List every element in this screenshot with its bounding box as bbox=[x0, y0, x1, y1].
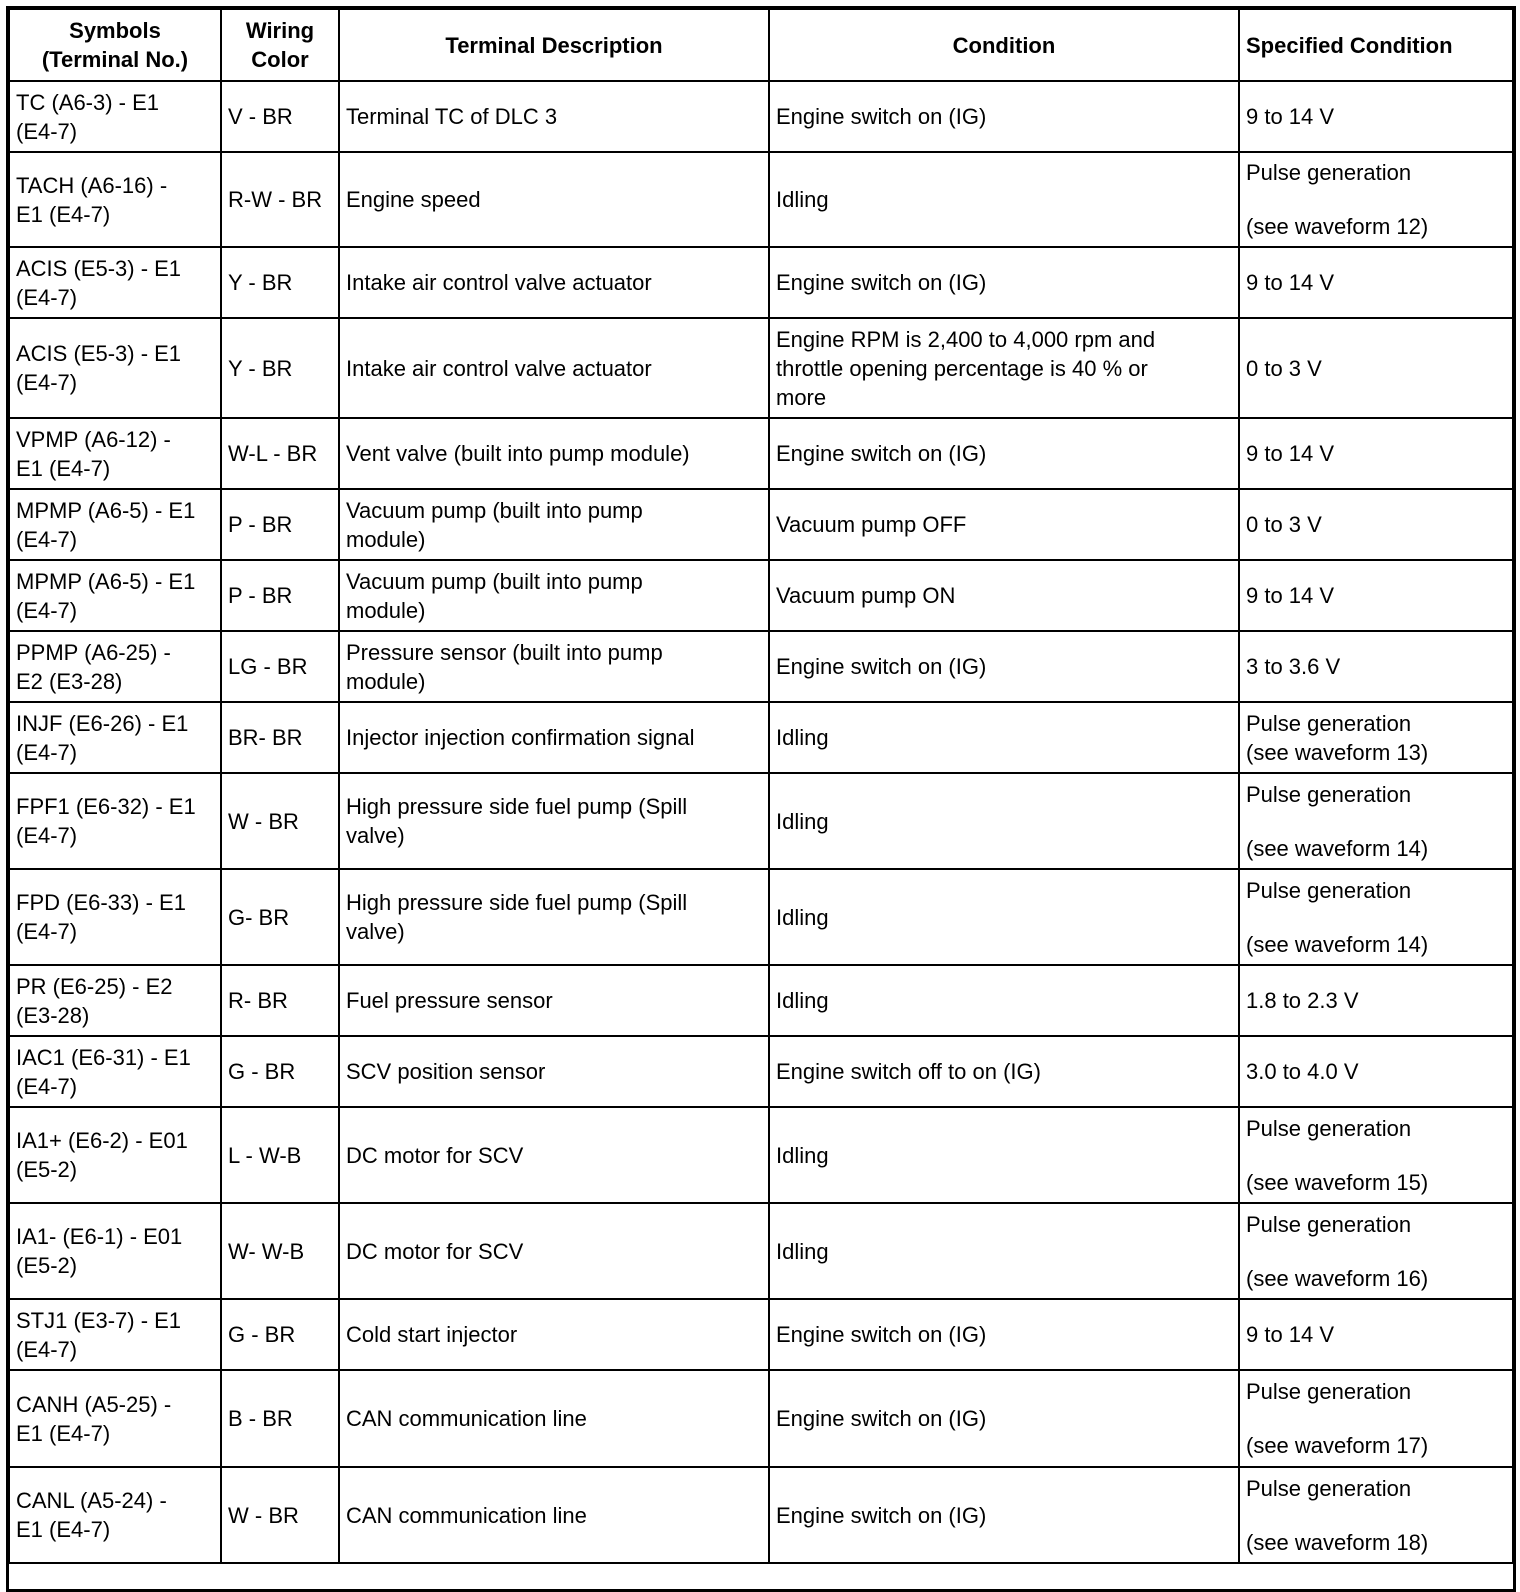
wiring-color-cell bbox=[221, 318, 339, 418]
wiring-color: W-L - BR bbox=[228, 441, 318, 466]
symbol-line: MPMP (A6-5) - E1 bbox=[16, 568, 196, 594]
wiring-color-cell bbox=[221, 418, 339, 489]
symbol-line: (E4-7) bbox=[16, 284, 78, 310]
wiring-color-cell bbox=[221, 702, 339, 773]
symbol-line: IAC1 (E6-31) - E1 bbox=[16, 1044, 191, 1070]
symbol-cell bbox=[9, 418, 221, 489]
specified-line: Pulse generation bbox=[1246, 1211, 1412, 1237]
symbol-line: (E4-7) bbox=[16, 526, 78, 552]
description-cell bbox=[339, 1203, 769, 1299]
specified-cell bbox=[1239, 1036, 1513, 1107]
symbol-cell bbox=[9, 1036, 221, 1107]
condition-cell bbox=[769, 702, 1239, 773]
description-line: Cold start injector bbox=[346, 1322, 518, 1347]
condition-cell bbox=[769, 869, 1239, 965]
condition-line: Idling bbox=[776, 1238, 829, 1264]
description-cell bbox=[339, 1107, 769, 1203]
condition-cell bbox=[769, 418, 1239, 489]
table-row bbox=[9, 869, 1513, 965]
specified-line: (see waveform 17) bbox=[1246, 1433, 1429, 1458]
specified-cell bbox=[1239, 1299, 1513, 1370]
specified-line: (see waveform 14) bbox=[1246, 931, 1429, 957]
description-line: Vacuum pump (built into pump bbox=[346, 568, 643, 594]
symbol-cell bbox=[9, 489, 221, 560]
specified-line: (see waveform 15) bbox=[1246, 1169, 1429, 1195]
description-cell bbox=[339, 1370, 769, 1467]
specified-cell bbox=[1239, 869, 1513, 965]
table-row bbox=[9, 631, 1513, 702]
terminal-table bbox=[8, 8, 1514, 1564]
symbol-line: CANL (A5-24) - bbox=[16, 1488, 167, 1513]
wiring-color: W - BR bbox=[228, 808, 299, 834]
symbol-line: (E5-2) bbox=[16, 1253, 78, 1278]
symbol-line: VPMP (A6-12) - bbox=[16, 426, 171, 452]
description-line: Injector injection confirmation signal bbox=[346, 725, 695, 750]
wiring-color-cell bbox=[221, 869, 339, 965]
specified-line: Pulse generation bbox=[1246, 1475, 1412, 1501]
condition-cell bbox=[769, 318, 1239, 418]
condition-line: more bbox=[776, 384, 827, 410]
symbol-cell bbox=[9, 869, 221, 965]
condition-cell bbox=[769, 489, 1239, 560]
description-cell bbox=[339, 702, 769, 773]
condition-cell bbox=[769, 773, 1239, 869]
specified-line: Pulse generation bbox=[1246, 710, 1412, 736]
wiring-color-cell bbox=[221, 773, 339, 869]
table-row bbox=[9, 1370, 1513, 1467]
specified-cell bbox=[1239, 1370, 1513, 1467]
description-cell bbox=[339, 773, 769, 869]
condition-line: Idling bbox=[776, 808, 829, 834]
header-row bbox=[9, 9, 1513, 81]
wiring-color: G - BR bbox=[228, 1059, 296, 1084]
symbol-line: (E4-7) bbox=[16, 739, 78, 765]
symbol-line: E1 (E4-7) bbox=[16, 455, 111, 481]
table-row bbox=[9, 702, 1513, 773]
wiring-color: B - BR bbox=[228, 1406, 293, 1431]
condition-cell bbox=[769, 965, 1239, 1036]
symbol-line: STJ1 (E3-7) - E1 bbox=[16, 1307, 182, 1333]
condition-line: Idling bbox=[776, 904, 829, 930]
description-cell bbox=[339, 1036, 769, 1107]
wiring-color-cell bbox=[221, 1467, 339, 1563]
description-line: CAN communication line bbox=[346, 1502, 587, 1528]
symbol-line: (E4-7) bbox=[16, 919, 78, 944]
table-row bbox=[9, 418, 1513, 489]
specified-cell bbox=[1239, 489, 1513, 560]
table-row bbox=[9, 1203, 1513, 1299]
specified-line: (see waveform 18) bbox=[1246, 1529, 1429, 1555]
description-line: module) bbox=[346, 597, 426, 623]
description-cell bbox=[339, 560, 769, 631]
condition-line: Engine switch on (IG) bbox=[776, 1502, 987, 1528]
condition-cell bbox=[769, 81, 1239, 152]
specified-line: 0 to 3 V bbox=[1246, 355, 1322, 381]
description-line: Pressure sensor (built into pump bbox=[346, 639, 663, 665]
specified-line: Pulse generation bbox=[1246, 1379, 1412, 1404]
specified-cell bbox=[1239, 560, 1513, 631]
symbol-cell bbox=[9, 965, 221, 1036]
specified-cell bbox=[1239, 965, 1513, 1036]
description-line: SCV position sensor bbox=[346, 1059, 546, 1084]
description-line: High pressure side fuel pump (Spill bbox=[346, 890, 688, 915]
condition-cell bbox=[769, 560, 1239, 631]
header-symbols-line2: (Terminal No.) bbox=[41, 47, 189, 72]
specified-line: 9 to 14 V bbox=[1246, 441, 1335, 466]
table-row bbox=[9, 81, 1513, 152]
specified-line: Pulse generation bbox=[1246, 877, 1412, 903]
description-cell bbox=[339, 81, 769, 152]
condition-cell bbox=[769, 1370, 1239, 1467]
condition-cell bbox=[769, 1036, 1239, 1107]
wiring-color: G- BR bbox=[228, 904, 290, 930]
wiring-color-cell bbox=[221, 965, 339, 1036]
header-wiring bbox=[221, 9, 339, 81]
description-cell bbox=[339, 318, 769, 418]
condition-line: Engine switch on (IG) bbox=[776, 1406, 987, 1431]
symbol-line: (E3-28) bbox=[16, 1002, 90, 1028]
table-row bbox=[9, 1299, 1513, 1370]
header-wiring-line2: Color bbox=[251, 47, 309, 72]
wiring-color-cell bbox=[221, 631, 339, 702]
table-row bbox=[9, 152, 1513, 247]
wiring-color: Y - BR bbox=[228, 270, 293, 295]
condition-line: Vacuum pump OFF bbox=[776, 512, 967, 537]
symbol-cell bbox=[9, 247, 221, 318]
specified-line: 3.0 to 4.0 V bbox=[1246, 1059, 1359, 1084]
symbol-cell bbox=[9, 702, 221, 773]
header-wiring-line1: Wiring bbox=[245, 18, 315, 43]
table-row bbox=[9, 1467, 1513, 1563]
symbol-line: (E4-7) bbox=[16, 370, 78, 395]
symbol-line: (E5-2) bbox=[16, 1157, 78, 1182]
specified-cell bbox=[1239, 702, 1513, 773]
wiring-color-cell bbox=[221, 1203, 339, 1299]
specified-line: Pulse generation bbox=[1246, 781, 1412, 807]
symbol-line: PPMP (A6-25) - bbox=[16, 639, 171, 665]
wiring-color: W - BR bbox=[228, 1502, 299, 1528]
specified-line: Pulse generation bbox=[1246, 160, 1412, 185]
wiring-color-cell bbox=[221, 247, 339, 318]
specified-cell bbox=[1239, 318, 1513, 418]
description-cell bbox=[339, 418, 769, 489]
description-cell bbox=[339, 489, 769, 560]
table-row bbox=[9, 489, 1513, 560]
wiring-color: R- BR bbox=[228, 988, 288, 1013]
description-line: Terminal TC of DLC 3 bbox=[346, 104, 558, 129]
wiring-color: L - W-B bbox=[228, 1142, 302, 1168]
table-row bbox=[9, 965, 1513, 1036]
specified-line: 1.8 to 2.3 V bbox=[1246, 988, 1359, 1013]
wiring-color: V - BR bbox=[228, 104, 293, 129]
description-cell bbox=[339, 152, 769, 247]
specified-cell bbox=[1239, 418, 1513, 489]
symbol-cell bbox=[9, 560, 221, 631]
symbol-line: ACIS (E5-3) - E1 bbox=[16, 255, 182, 281]
description-line: Fuel pressure sensor bbox=[346, 988, 553, 1013]
description-cell bbox=[339, 869, 769, 965]
specified-line: (see waveform 13) bbox=[1246, 739, 1429, 765]
symbol-cell bbox=[9, 1299, 221, 1370]
table-row bbox=[9, 773, 1513, 869]
description-line: DC motor for SCV bbox=[346, 1238, 524, 1264]
wiring-color-cell bbox=[221, 1036, 339, 1107]
condition-line: Idling bbox=[776, 1142, 829, 1168]
condition-cell bbox=[769, 631, 1239, 702]
condition-cell bbox=[769, 1107, 1239, 1203]
wiring-color: LG - BR bbox=[228, 654, 308, 679]
specified-cell bbox=[1239, 631, 1513, 702]
wiring-color: Y - BR bbox=[228, 355, 293, 381]
description-line: module) bbox=[346, 526, 426, 552]
description-cell bbox=[339, 1467, 769, 1563]
symbol-cell bbox=[9, 1370, 221, 1467]
wiring-color: W- W-B bbox=[228, 1238, 305, 1264]
table-row bbox=[9, 1036, 1513, 1107]
specified-line: 0 to 3 V bbox=[1246, 512, 1322, 537]
specified-cell bbox=[1239, 247, 1513, 318]
condition-line: Engine switch on (IG) bbox=[776, 104, 987, 129]
wiring-color: P - BR bbox=[228, 583, 293, 608]
symbol-line: PR (E6-25) - E2 bbox=[16, 973, 173, 999]
symbol-line: CANH (A5-25) - bbox=[16, 1391, 172, 1417]
symbol-line: ACIS (E5-3) - E1 bbox=[16, 341, 182, 366]
wiring-color-cell bbox=[221, 1107, 339, 1203]
symbol-cell bbox=[9, 318, 221, 418]
specified-line: 9 to 14 V bbox=[1246, 104, 1335, 129]
condition-cell bbox=[769, 247, 1239, 318]
condition-line: Engine switch on (IG) bbox=[776, 270, 987, 295]
condition-line: Vacuum pump ON bbox=[776, 583, 956, 608]
symbol-cell bbox=[9, 631, 221, 702]
condition-line: Engine switch on (IG) bbox=[776, 441, 987, 466]
header-symbols bbox=[9, 9, 221, 81]
condition-line: Idling bbox=[776, 988, 829, 1013]
condition-line: throttle opening percentage is 40 % or bbox=[776, 355, 1148, 381]
wiring-color-cell bbox=[221, 152, 339, 247]
wiring-color-cell bbox=[221, 560, 339, 631]
specified-cell bbox=[1239, 1107, 1513, 1203]
specified-line: (see waveform 12) bbox=[1246, 214, 1429, 239]
header-symbols-line1: Symbols bbox=[69, 18, 161, 43]
specified-cell bbox=[1239, 773, 1513, 869]
header-condition: Condition bbox=[769, 9, 1239, 81]
symbol-cell bbox=[9, 1107, 221, 1203]
symbol-line: (E4-7) bbox=[16, 1336, 78, 1362]
symbol-line: TC (A6-3) - E1 bbox=[16, 89, 160, 115]
condition-line: Engine switch off to on (IG) bbox=[776, 1059, 1041, 1084]
table-row bbox=[9, 1107, 1513, 1203]
specified-line: (see waveform 16) bbox=[1246, 1265, 1429, 1291]
symbol-line: (E4-7) bbox=[16, 597, 78, 623]
wiring-color: BR- BR bbox=[228, 725, 303, 750]
wiring-color-cell bbox=[221, 1299, 339, 1370]
symbol-line: (E4-7) bbox=[16, 823, 78, 848]
condition-cell bbox=[769, 152, 1239, 247]
symbol-line: E1 (E4-7) bbox=[16, 1420, 111, 1446]
condition-cell bbox=[769, 1203, 1239, 1299]
symbol-cell bbox=[9, 773, 221, 869]
description-cell bbox=[339, 247, 769, 318]
condition-cell bbox=[769, 1299, 1239, 1370]
symbol-line: IA1- (E6-1) - E01 bbox=[16, 1224, 183, 1249]
description-line: module) bbox=[346, 668, 426, 694]
description-line: Vacuum pump (built into pump bbox=[346, 497, 643, 523]
wiring-color: R-W - BR bbox=[228, 187, 323, 212]
description-line: Engine speed bbox=[346, 187, 481, 212]
condition-line: Engine switch on (IG) bbox=[776, 654, 987, 679]
header-specified: Specified Condition bbox=[1239, 9, 1513, 81]
description-line: High pressure side fuel pump (Spill bbox=[346, 794, 688, 819]
table-row bbox=[9, 247, 1513, 318]
symbol-cell bbox=[9, 81, 221, 152]
symbol-line: FPF1 (E6-32) - E1 bbox=[16, 794, 196, 819]
specified-cell bbox=[1239, 81, 1513, 152]
symbol-line: IA1+ (E6-2) - E01 bbox=[16, 1128, 188, 1153]
symbol-line: E1 (E4-7) bbox=[16, 1517, 111, 1542]
symbol-cell bbox=[9, 1203, 221, 1299]
specified-cell bbox=[1239, 1467, 1513, 1563]
wiring-color-cell bbox=[221, 81, 339, 152]
specified-cell bbox=[1239, 152, 1513, 247]
description-line: valve) bbox=[346, 823, 405, 848]
table-body bbox=[9, 81, 1513, 1563]
condition-line: Engine switch on (IG) bbox=[776, 1322, 987, 1347]
symbol-line: MPMP (A6-5) - E1 bbox=[16, 497, 196, 523]
symbol-line: (E4-7) bbox=[16, 118, 78, 144]
description-line: Vent valve (built into pump module) bbox=[346, 441, 690, 466]
condition-line: Engine RPM is 2,400 to 4,000 rpm and bbox=[776, 326, 1156, 352]
symbol-cell bbox=[9, 152, 221, 247]
symbol-line: (E4-7) bbox=[16, 1073, 78, 1099]
wiring-color: P - BR bbox=[228, 512, 293, 537]
description-cell bbox=[339, 631, 769, 702]
symbol-line: TACH (A6-16) - bbox=[16, 172, 168, 198]
specified-cell bbox=[1239, 1203, 1513, 1299]
condition-cell bbox=[769, 1467, 1239, 1563]
header-description: Terminal Description bbox=[339, 9, 769, 81]
specified-line: (see waveform 14) bbox=[1246, 835, 1429, 861]
wiring-color: G - BR bbox=[228, 1322, 296, 1347]
description-line: Intake air control valve actuator bbox=[346, 270, 652, 295]
description-line: DC motor for SCV bbox=[346, 1142, 524, 1168]
specified-line: 9 to 14 V bbox=[1246, 270, 1335, 295]
condition-line: Idling bbox=[776, 187, 829, 212]
description-line: Intake air control valve actuator bbox=[346, 355, 652, 381]
symbol-cell bbox=[9, 1467, 221, 1563]
description-line: valve) bbox=[346, 919, 405, 944]
symbol-line: E1 (E4-7) bbox=[16, 201, 111, 227]
symbol-line: INJF (E6-26) - E1 bbox=[16, 710, 189, 736]
specified-line: 9 to 14 V bbox=[1246, 1322, 1335, 1347]
symbol-line: E2 (E3-28) bbox=[16, 668, 123, 694]
description-cell bbox=[339, 1299, 769, 1370]
condition-line: Idling bbox=[776, 725, 829, 750]
specified-line: 9 to 14 V bbox=[1246, 583, 1335, 608]
wiring-color-cell bbox=[221, 1370, 339, 1467]
description-line: CAN communication line bbox=[346, 1406, 587, 1431]
table-row bbox=[9, 560, 1513, 631]
symbol-line: FPD (E6-33) - E1 bbox=[16, 890, 186, 915]
table-row bbox=[9, 318, 1513, 418]
specified-line: Pulse generation bbox=[1246, 1115, 1412, 1141]
wiring-color-cell bbox=[221, 489, 339, 560]
description-cell bbox=[339, 965, 769, 1036]
specified-line: 3 to 3.6 V bbox=[1246, 654, 1341, 679]
